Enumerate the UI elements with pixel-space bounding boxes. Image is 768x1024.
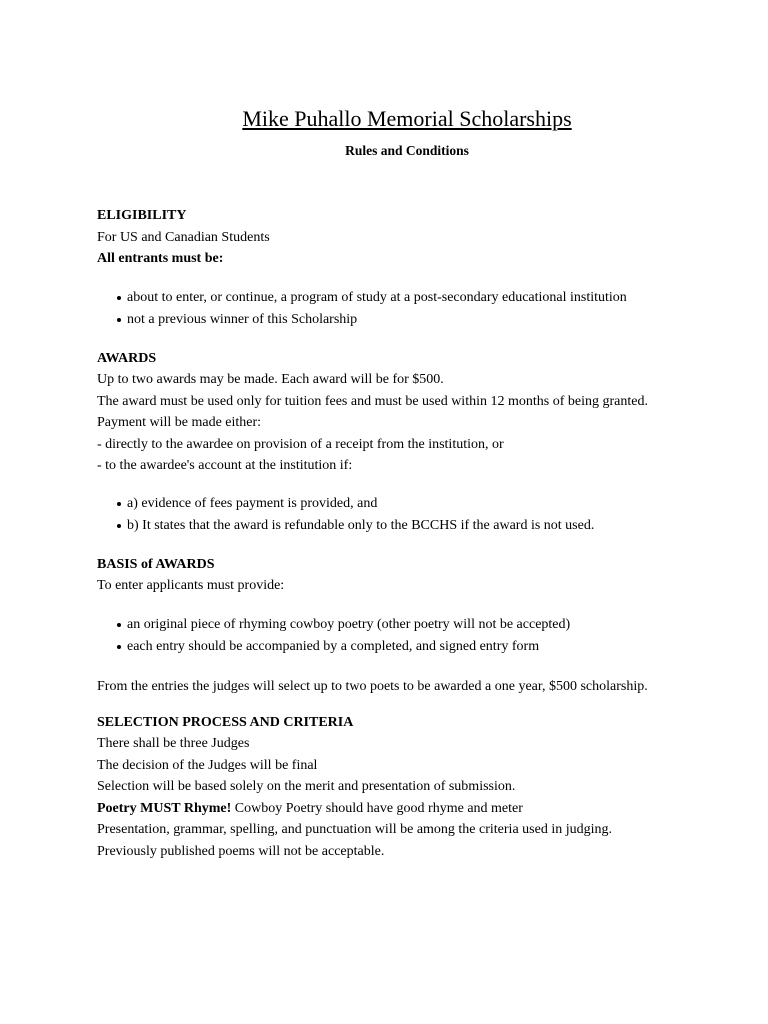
list-item (97, 493, 717, 515)
awards-line: Up to two awards may be made. Each award will be for $500. (97, 372, 444, 387)
selection-line: Selection will be based solely on the merit and presentation of submission. (97, 779, 516, 794)
basis-intro: To enter applicants must provide: (97, 578, 285, 593)
eligibility-section (97, 205, 717, 331)
awards-line: - directly to the awardee on provision of a receipt from the institution, or (97, 436, 504, 452)
selection-line: The decision of the Judges will be final (97, 757, 318, 773)
bullet-icon (117, 502, 121, 506)
basis-section (97, 554, 717, 698)
awards-section (97, 348, 717, 537)
document-page (97, 103, 717, 862)
list-item (97, 636, 717, 658)
list-item-text: a) evidence of fees payment is provided, and (127, 495, 378, 511)
basis-heading: BASIS of AWARDS (97, 556, 215, 572)
document-subtitle: Rules and Conditions (345, 143, 469, 158)
list-item-text: about to enter, or continue, a program of study at a post-secondary educational institution (127, 289, 627, 305)
list-item-text: b) It states that the award is refundable only to the BCCHS if the award is not used. (127, 517, 595, 533)
basis-closing: From the entries the judges will select up to two poets to be awarded a one year, $500 scholarship. (97, 678, 648, 694)
list-item (97, 614, 717, 636)
eligibility-intro: For US and Canadian Students (97, 229, 270, 245)
awards-line: Payment will be made either: (97, 415, 262, 430)
document-title: Mike Puhallo Memorial Scholarships (242, 106, 572, 131)
list-item (97, 515, 717, 537)
eligibility-list (97, 287, 717, 331)
bullet-icon (117, 318, 121, 322)
rhyme-requirement (97, 798, 717, 820)
rhyme-emphasis: Poetry MUST Rhyme! (97, 800, 232, 816)
eligibility-heading: ELIGIBILITY (97, 208, 187, 223)
selection-line: There shall be three Judges (97, 736, 250, 751)
awards-heading: AWARDS (97, 350, 157, 366)
list-item (97, 309, 717, 331)
selection-section (97, 712, 717, 863)
selection-line: Presentation, grammar, spelling, and punctuation will be among the criteria used in judging. (97, 822, 612, 837)
list-item-text: not a previous winner of this Scholarship (127, 311, 358, 327)
list-item (97, 287, 717, 309)
eligibility-lead: All entrants must be: (97, 251, 224, 266)
rhyme-detail: Cowboy Poetry should have good rhyme and meter (231, 800, 523, 816)
list-item-text: an original piece of rhyming cowboy poetry (other poetry will not be accepted) (127, 616, 571, 632)
bullet-icon (117, 645, 121, 649)
bullet-icon (117, 296, 121, 300)
bullet-icon (117, 623, 121, 627)
selection-line: Previously published poems will not be acceptable. (97, 843, 385, 859)
awards-list (97, 493, 717, 537)
awards-line: - to the awardee's account at the institution if: (97, 458, 353, 473)
list-item-text: each entry should be accompanied by a completed, and signed entry form (127, 638, 540, 654)
bullet-icon (117, 524, 121, 528)
selection-heading: SELECTION PROCESS AND CRITERIA (97, 714, 354, 730)
basis-list (97, 614, 717, 658)
awards-line: The award must be used only for tuition fees and must be used within 12 months of being granted. (97, 393, 648, 409)
